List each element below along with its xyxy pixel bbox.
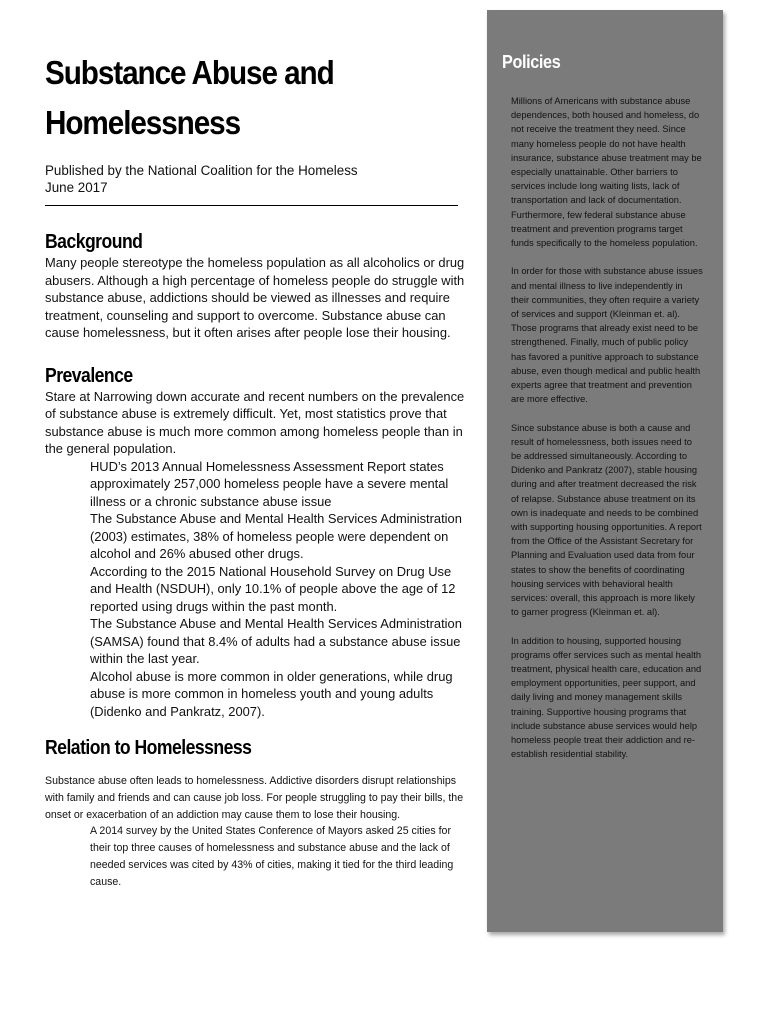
heading-background: Background — [45, 231, 143, 253]
heading-prevalence: Prevalence — [45, 364, 133, 387]
relation-item: A 2014 survey by the United States Conference of Mayors asked 25 cities for their top three causes of homelessness and substance abuse and the lack of needed services was cited by 43% of cities, making it tied for the third leading cause. — [90, 825, 454, 888]
sidebar-body — [511, 94, 703, 776]
prevalence-item: The Substance Abuse and Mental Health Services Administration (SAMSA) found that 8.4% of adults had a substance abuse issue within the last year. — [90, 616, 462, 666]
title-line-1: Substance Abuse and — [45, 54, 334, 91]
title-line-2: Homelessness — [45, 104, 241, 141]
prevalence-item: Alcohol abuse is more common in older generations, while drug abuse is more common in homeless youth and young adults (Didenko and Pankratz, 2007). — [90, 668, 453, 719]
sidebar-paragraph: Since substance abuse is both a cause and result of homelessness, both issues need to be addressed simultaneously. According to Didenko and Pankratz (2007), stable housing during and after treatment decreased the risk of relapse. Substance abuse treatment on its own is inadequate and needs to be combined with supporting housing opportunities. A report from the Office of the Assistant Secretary for Planning and Evaluation used data from four states to show the benefits of coordinating housing services with behavioral health services: overall, this approach is more likely to garner progress (Kleinman et. al). — [511, 422, 702, 618]
prevalence-item: HUD’s 2013 Annual Homelessness Assessment Report states approximately 257,000 homeless people have a severe mental illness or a chronic substance abuse issue — [90, 458, 449, 509]
background-paragraph: Many people stereotype the homeless population as all alcoholics or drug abusers. Although a high percentage of homeless people do struggle with substance abuse, addictions should be viewed as illnesses and require treatment, counseling and support to overcome. Substance abuse can cause homelessness, but it often arises after people lose their housing. — [45, 255, 465, 340]
prevalence-item: According to the 2015 National Household Survey on Drug Use and Health (NSDUH), only 10.1% of people above the age of 12 reported using drugs within the past month. — [90, 563, 456, 614]
sidebar-title: Policies — [502, 52, 561, 72]
sidebar-paragraph: Millions of Americans with substance abuse dependences, both housed and homeless, do not receive the treatment they need. Since many homeless people do not have health insurance, substance abuse treatment may be especially unattainable. Other barriers to services include long waiting lists, lack of transportation and lack of documentation. Furthermore, few federal substance abuse treatment and prevention programs target funds specifically to the homeless population. — [511, 96, 702, 249]
sidebar-paragraph: In addition to housing, supported housing programs offer services such as mental health treatment, physical health care, education and employment opportunities, peer support, and daily living and money management skills training. Supportive housing programs that include substance abuse services would help homeless people treat their addiction and re-establish residential stability. — [511, 635, 702, 760]
publication-info — [45, 162, 465, 196]
prevalence-paragraph: Stare at Narrowing down accurate and recent numbers on the prevalence of substance abuse is extremely difficult. Yet, most statistics prove that substance abuse is much more common among homeless people than in the general population. — [45, 388, 465, 456]
policies-sidebar — [487, 10, 723, 932]
main-column — [45, 48, 465, 891]
prevalence-item: The Substance Abuse and Mental Health Services Administration (2003) estimates, 38% of homeless people were dependent on alcohol and 26% abused other drugs. — [90, 511, 462, 561]
sidebar-paragraph: In order for those with substance abuse issues and mental illness to live independently in their communities, they often require a variety of services and support (Kleinman et. al). Those programs that already exist need to be strengthened. Finally, much of public policy has favored a punitive approach to substance abuse, even though medical and public health experts agree that treatment and prevention are more effective. — [511, 266, 703, 405]
document-title — [45, 48, 464, 148]
heading-relation: Relation to Homelessness — [45, 737, 252, 759]
publication-date: June 2017 — [45, 180, 108, 195]
relation-paragraph: Substance abuse often leads to homelessness. Addictive disorders disrupt relationships with family and friends and can cause job loss. For people struggling to pay their bills, the onset or exacerbation of an addiction may cause them to lose their housing. — [45, 775, 464, 821]
publisher-line: Published by the National Coalition for the Homeless — [45, 163, 358, 178]
